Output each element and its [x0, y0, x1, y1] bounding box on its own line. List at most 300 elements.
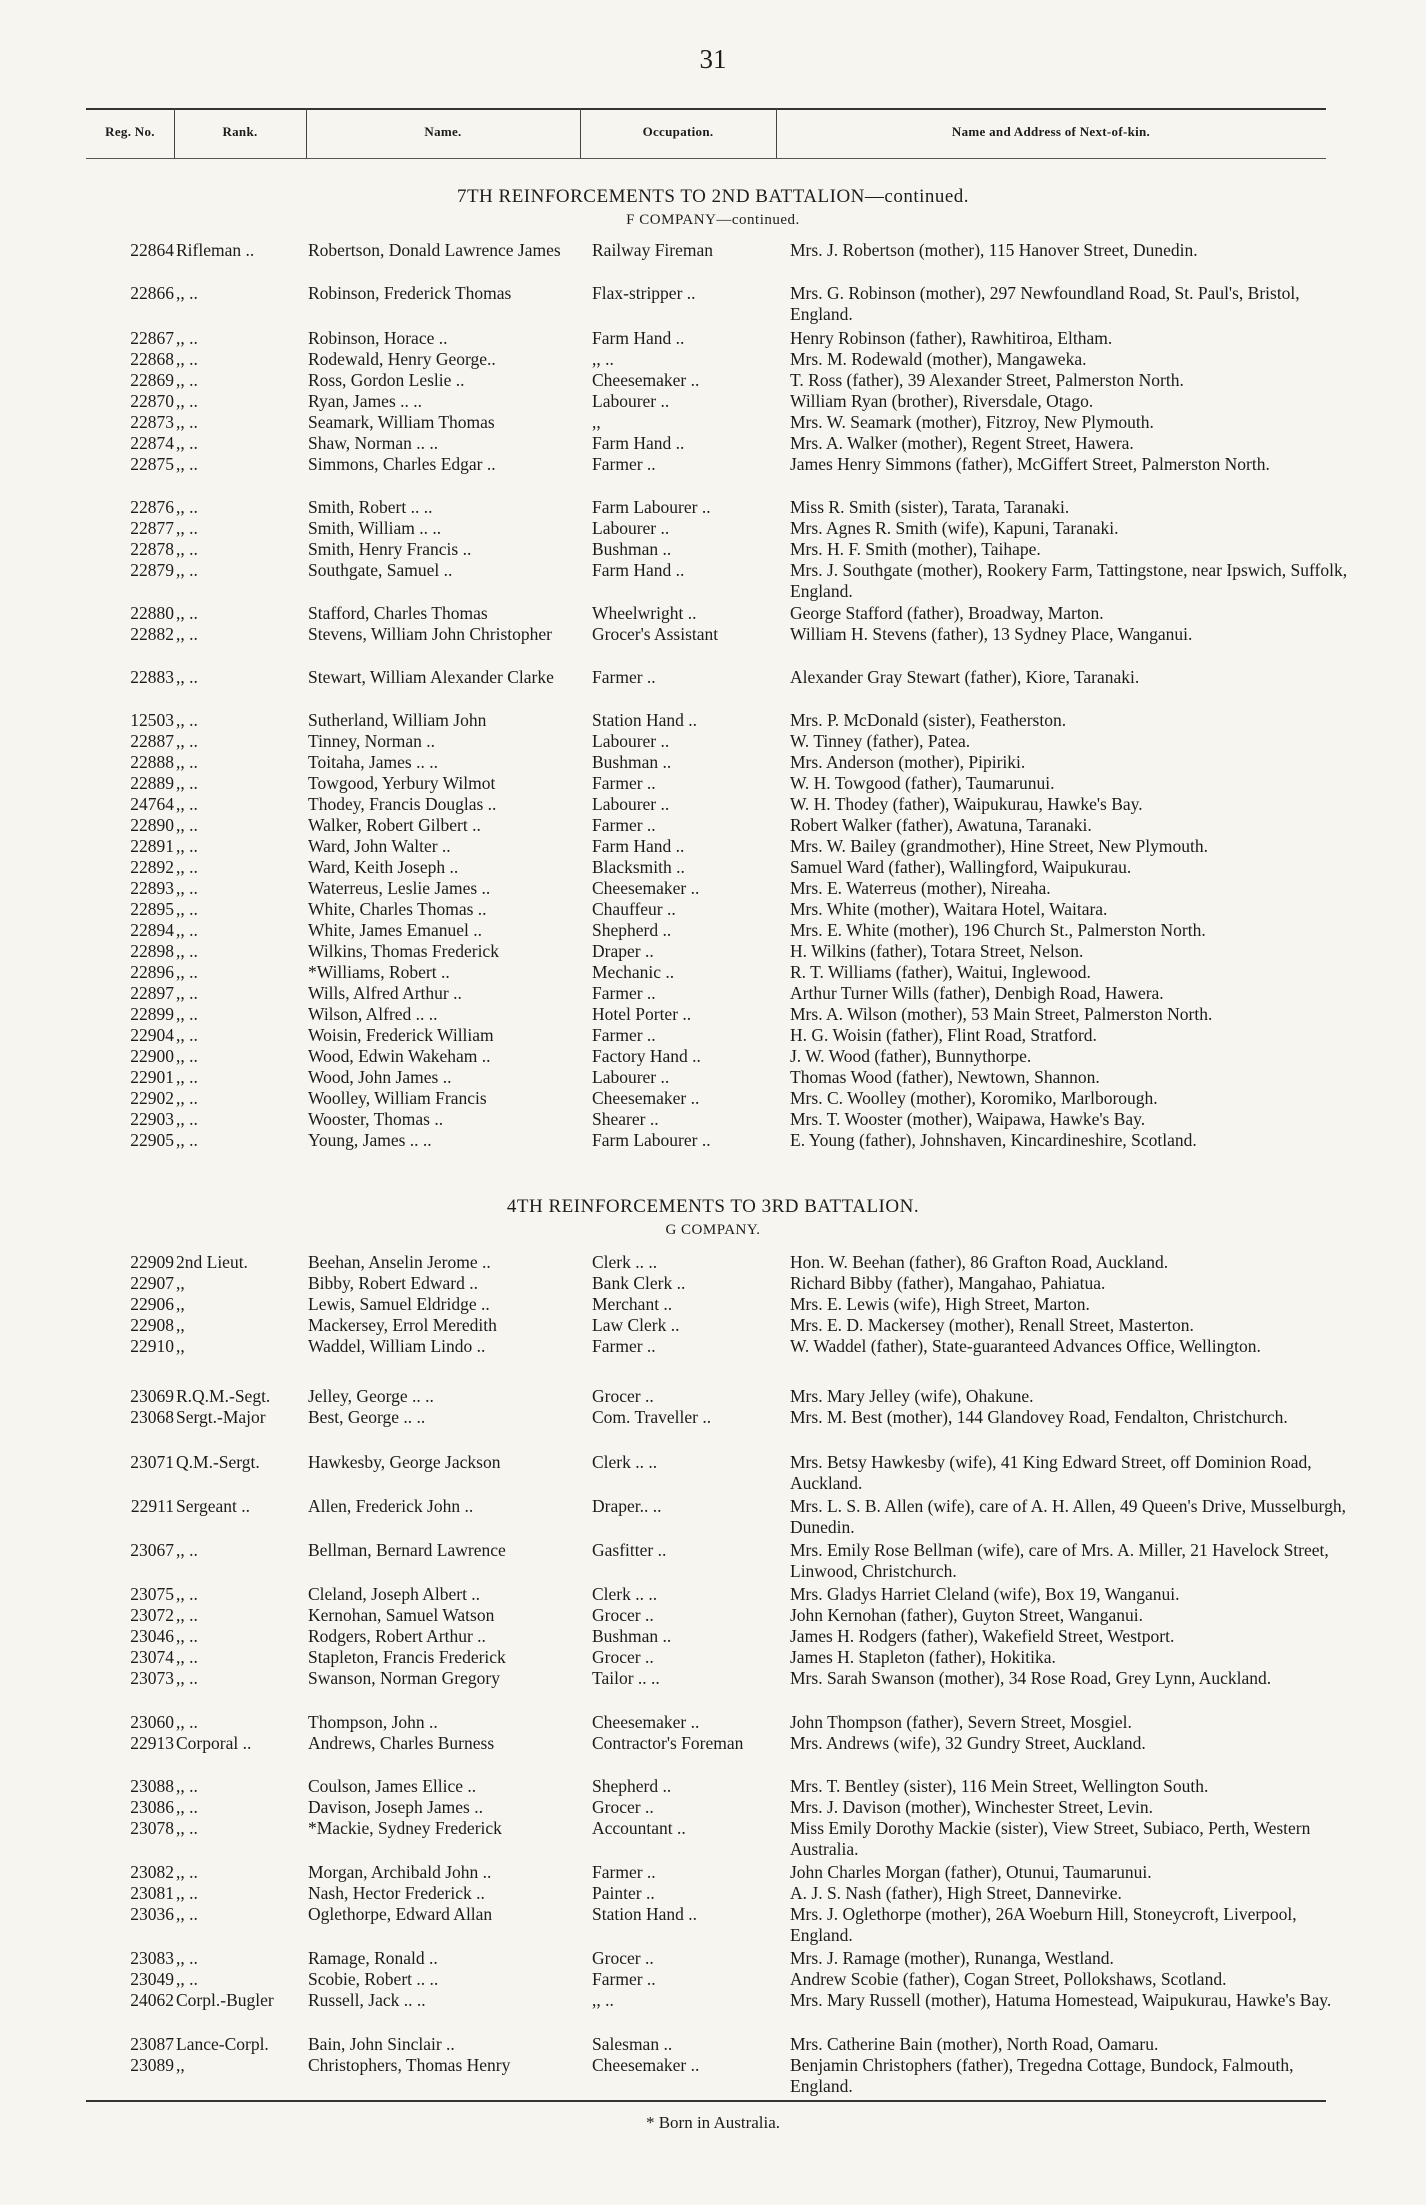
- occupation: Grocer ..: [592, 1386, 654, 1406]
- reg-no: 23049: [130, 1969, 174, 1989]
- next-of-kin: A. J. S. Nash (father), High Street, Dannevirke.: [790, 1883, 1122, 1903]
- soldier-name: Lewis, Samuel Eldridge ..: [308, 1294, 490, 1314]
- soldier-name: Rodewald, Henry George..: [308, 349, 496, 369]
- occupation: Labourer ..: [592, 391, 670, 411]
- soldier-name: Seamark, William Thomas: [308, 412, 495, 432]
- soldier-name: Woisin, Frederick William: [308, 1025, 494, 1045]
- rank: ,, ..: [176, 518, 198, 538]
- reg-no: 22905: [130, 1130, 174, 1150]
- header-top-rule: [86, 108, 1326, 110]
- next-of-kin: Mrs. Sarah Swanson (mother), 34 Rose Road, Grey Lynn, Auckland.: [790, 1668, 1272, 1688]
- next-of-kin: Mrs. Agnes R. Smith (wife), Kapuni, Taranaki.: [790, 518, 1119, 538]
- next-of-kin: William H. Stevens (father), 13 Sydney Place, Wanganui.: [790, 624, 1193, 644]
- next-of-kin: E. Young (father), Johnshaven, Kincardineshire, Scotland.: [790, 1130, 1197, 1150]
- soldier-name: Bellman, Bernard Lawrence: [308, 1540, 506, 1560]
- occupation: Shepherd ..: [592, 1776, 672, 1796]
- soldier-name: Woolley, William Francis: [308, 1088, 487, 1108]
- occupation: Farmer ..: [592, 1969, 656, 1989]
- soldier-name: Stapleton, Francis Frederick: [308, 1647, 506, 1667]
- next-of-kin: Mrs. H. F. Smith (mother), Taihape.: [790, 539, 1041, 559]
- soldier-name: Wills, Alfred Arthur ..: [308, 983, 462, 1003]
- next-of-kin: Mrs. J. Oglethorpe (mother), 26A Woeburn Hill, Stoneycroft, Liverpool, England.: [790, 1904, 1297, 1945]
- occupation: Grocer's Assistant: [592, 624, 719, 644]
- rank: ,, ..: [176, 1540, 198, 1560]
- rank: ,, ..: [176, 794, 198, 814]
- section-subtitle: G COMPANY.: [665, 1222, 761, 1238]
- occupation: Station Hand ..: [592, 1904, 697, 1924]
- reg-no: 22880: [130, 603, 174, 623]
- next-of-kin: W. H. Thodey (father), Waipukurau, Hawke's Bay.: [790, 794, 1143, 814]
- occupation: Shepherd ..: [592, 920, 672, 940]
- next-of-kin: Benjamin Christophers (father), Tregedna Cottage, Bundock, Falmouth, England.: [790, 2055, 1294, 2096]
- header-kin: Name and Address of Next-of-kin.: [951, 124, 1151, 139]
- header-name: Name.: [424, 124, 462, 139]
- next-of-kin: Mrs. E. White (mother), 196 Church St., Palmerston North.: [790, 920, 1206, 940]
- soldier-name: Nash, Hector Frederick ..: [308, 1883, 485, 1903]
- occupation: Cheesemaker ..: [592, 2055, 700, 2075]
- occupation: Hotel Porter ..: [592, 1004, 692, 1024]
- occupation: Chauffeur ..: [592, 899, 676, 919]
- soldier-name: Ramage, Ronald ..: [308, 1948, 438, 1968]
- rank: ,, ..: [176, 1647, 198, 1667]
- reg-no: 22900: [130, 1046, 174, 1066]
- next-of-kin: John Kernohan (father), Guyton Street, Wanganui.: [790, 1605, 1144, 1625]
- next-of-kin: Mrs. E. Lewis (wife), High Street, Marton.: [790, 1294, 1090, 1314]
- reg-no: 22907: [130, 1273, 174, 1293]
- soldier-name: Sutherland, William John: [308, 710, 487, 730]
- rank: ,, ..: [176, 899, 198, 919]
- occupation: Bushman ..: [592, 752, 672, 772]
- next-of-kin: Mrs. Emily Rose Bellman (wife), care of Mrs. A. Miller, 21 Havelock Street, Linwood, Christchurch.: [790, 1540, 1329, 1581]
- reg-no: 22913: [130, 1733, 174, 1753]
- reg-no: 22911: [130, 1496, 174, 1516]
- soldier-name: Kernohan, Samuel Watson: [308, 1605, 495, 1625]
- soldier-name: Bain, John Sinclair ..: [308, 2034, 455, 2054]
- occupation: Com. Traveller ..: [592, 1407, 712, 1427]
- soldier-name: Toitaha, James .. ..: [308, 752, 438, 772]
- occupation: Accountant ..: [592, 1818, 686, 1838]
- reg-no: 23036: [130, 1904, 174, 1924]
- next-of-kin: Mrs. T. Bentley (sister), 116 Mein Street, Wellington South.: [790, 1776, 1209, 1796]
- reg-no: 22866: [130, 283, 174, 303]
- next-of-kin: Alexander Gray Stewart (father), Kiore, Taranaki.: [790, 667, 1140, 687]
- rank: ,, ..: [176, 1883, 198, 1903]
- header-bottom-rule: [86, 158, 1326, 159]
- reg-no: 22893: [130, 878, 174, 898]
- occupation: Flax-stripper ..: [592, 283, 696, 303]
- reg-no: 22882: [130, 624, 174, 644]
- reg-no: 23069: [130, 1386, 174, 1406]
- header-rank: Rank.: [222, 124, 258, 139]
- rank: ,, ..: [176, 1067, 198, 1087]
- reg-no: 22897: [130, 983, 174, 1003]
- occupation: Farmer ..: [592, 454, 656, 474]
- reg-no: 23068: [130, 1407, 174, 1427]
- reg-no: 22879: [130, 560, 174, 580]
- rank: ,, ..: [176, 857, 198, 877]
- soldier-name: Towgood, Yerbury Wilmot: [308, 773, 496, 793]
- rank: ,, ..: [176, 412, 198, 432]
- soldier-name: Walker, Robert Gilbert ..: [308, 815, 481, 835]
- rank: ,, ..: [176, 433, 198, 453]
- soldier-name: Ward, Keith Joseph ..: [308, 857, 459, 877]
- soldier-name: Wilson, Alfred .. ..: [308, 1004, 438, 1024]
- reg-no: 22903: [130, 1109, 174, 1129]
- rank: Corporal ..: [176, 1733, 252, 1753]
- section-title: 4TH REINFORCEMENTS TO 3RD BATTALION.: [506, 1196, 920, 1217]
- rank: ,, ..: [176, 1088, 198, 1108]
- reg-no: 22888: [130, 752, 174, 772]
- reg-no: 22899: [130, 1004, 174, 1024]
- next-of-kin: Mrs. Mary Russell (mother), Hatuma Homestead, Waipukurau, Hawke's Bay.: [790, 1990, 1332, 2010]
- occupation: Labourer ..: [592, 1067, 670, 1087]
- next-of-kin: Hon. W. Beehan (father), 86 Grafton Road, Auckland.: [790, 1252, 1169, 1272]
- reg-no: 23075: [130, 1584, 174, 1604]
- reg-no: 22895: [130, 899, 174, 919]
- page-number: 31: [699, 44, 727, 74]
- reg-no: 22877: [130, 518, 174, 538]
- rank: ,, ..: [176, 454, 198, 474]
- reg-no: 23060: [130, 1712, 174, 1732]
- occupation: Merchant ..: [592, 1294, 673, 1314]
- reg-no: 23072: [130, 1605, 174, 1625]
- next-of-kin: Arthur Turner Wills (father), Denbigh Road, Hawera.: [790, 983, 1164, 1003]
- soldier-name: Andrews, Charles Burness: [308, 1733, 495, 1753]
- footnote: * Born in Australia.: [645, 2113, 781, 2132]
- occupation: Grocer ..: [592, 1948, 654, 1968]
- next-of-kin: Mrs. G. Robinson (mother), 297 Newfoundland Road, St. Paul's, Bristol, England.: [790, 283, 1300, 324]
- next-of-kin: Mrs. Anderson (mother), Pipiriki.: [790, 752, 1026, 772]
- occupation: Labourer ..: [592, 518, 670, 538]
- rank: ,, ..: [176, 349, 198, 369]
- rank: ,, ..: [176, 1776, 198, 1796]
- soldier-name: Wilkins, Thomas Frederick: [308, 941, 499, 961]
- occupation: Farmer ..: [592, 815, 656, 835]
- rank: ,, ..: [176, 1948, 198, 1968]
- rank: Q.M.-Sergt.: [176, 1452, 260, 1472]
- rank: ,,: [176, 1294, 185, 1314]
- rank: ,, ..: [176, 391, 198, 411]
- next-of-kin: John Charles Morgan (father), Otunui, Taumarunui.: [790, 1862, 1152, 1882]
- soldier-name: Davison, Joseph James ..: [308, 1797, 483, 1817]
- section-subtitle: F COMPANY—continued.: [626, 212, 800, 228]
- next-of-kin: T. Ross (father), 39 Alexander Street, Palmerston North.: [790, 370, 1184, 390]
- reg-no: 22892: [130, 857, 174, 877]
- next-of-kin: John Thompson (father), Severn Street, Mosgiel.: [790, 1712, 1132, 1732]
- occupation: Contractor's Foreman: [592, 1733, 744, 1753]
- occupation: Cheesemaker ..: [592, 878, 700, 898]
- soldier-name: Robinson, Horace ..: [308, 328, 448, 348]
- rank: ,, ..: [176, 773, 198, 793]
- reg-no: 22878: [130, 539, 174, 559]
- occupation: Grocer ..: [592, 1647, 654, 1667]
- rank: Rifleman ..: [176, 240, 255, 260]
- soldier-name: Jelley, George .. ..: [308, 1386, 434, 1406]
- soldier-name: Tinney, Norman ..: [308, 731, 436, 751]
- reg-no: 23067: [130, 1540, 174, 1560]
- rank: ,,: [176, 1336, 185, 1356]
- next-of-kin: W. Waddel (father), State-guaranteed Advances Office, Wellington.: [790, 1336, 1261, 1356]
- occupation: Factory Hand ..: [592, 1046, 701, 1066]
- soldier-name: Scobie, Robert .. ..: [308, 1969, 439, 1989]
- rank: ,, ..: [176, 1969, 198, 1989]
- reg-no: 22869: [130, 370, 174, 390]
- occupation: Cheesemaker ..: [592, 1712, 700, 1732]
- rank: ,, ..: [176, 1626, 198, 1646]
- next-of-kin: Mrs. L. S. B. Allen (wife), care of A. H. Allen, 49 Queen's Drive, Musselburgh, Dunedin.: [790, 1496, 1346, 1537]
- rank: Sergeant ..: [176, 1496, 251, 1516]
- reg-no: 22864: [130, 240, 174, 260]
- next-of-kin: Miss Emily Dorothy Mackie (sister), View Street, Subiaco, Perth, Western Australia.: [790, 1818, 1311, 1859]
- occupation: Cheesemaker ..: [592, 370, 700, 390]
- rank: ,, ..: [176, 1818, 198, 1838]
- next-of-kin: Mrs. Mary Jelley (wife), Ohakune.: [790, 1386, 1034, 1406]
- occupation: Farmer ..: [592, 773, 656, 793]
- rank: ,, ..: [176, 1130, 198, 1150]
- reg-no: 22910: [130, 1336, 174, 1356]
- next-of-kin: Mrs. P. McDonald (sister), Featherston.: [790, 710, 1067, 730]
- rank: ,, ..: [176, 560, 198, 580]
- next-of-kin: George Stafford (father), Broadway, Marton.: [790, 603, 1104, 623]
- soldier-name: Christophers, Thomas Henry: [308, 2055, 511, 2075]
- occupation: Clerk .. ..: [592, 1252, 658, 1272]
- soldier-name: Smith, William .. ..: [308, 518, 442, 538]
- soldier-name: White, Charles Thomas ..: [308, 899, 487, 919]
- rank: ,, ..: [176, 667, 198, 687]
- soldier-name: Wooster, Thomas ..: [308, 1109, 444, 1129]
- occupation: Farmer ..: [592, 1336, 656, 1356]
- soldier-name: Thompson, John ..: [308, 1712, 438, 1732]
- soldier-name: Wood, John James ..: [308, 1067, 452, 1087]
- rank: ,, ..: [176, 1605, 198, 1625]
- rank: Lance-Corpl.: [176, 2034, 269, 2054]
- next-of-kin: J. W. Wood (father), Bunnythorpe.: [790, 1046, 1032, 1066]
- next-of-kin: Mrs. J. Robertson (mother), 115 Hanover Street, Dunedin.: [790, 240, 1198, 260]
- next-of-kin: Richard Bibby (father), Mangahao, Pahiatua.: [790, 1273, 1106, 1293]
- next-of-kin: Thomas Wood (father), Newtown, Shannon.: [790, 1067, 1100, 1087]
- occupation: Farmer ..: [592, 983, 656, 1003]
- next-of-kin: W. H. Towgood (father), Taumarunui.: [790, 773, 1055, 793]
- soldier-name: Mackersey, Errol Meredith: [308, 1315, 497, 1335]
- soldier-name: Smith, Robert .. ..: [308, 497, 433, 517]
- occupation: Wheelwright ..: [592, 603, 697, 623]
- soldier-name: White, James Emanuel ..: [308, 920, 482, 940]
- soldier-name: Robinson, Frederick Thomas: [308, 283, 512, 303]
- next-of-kin: Mrs. M. Rodewald (mother), Mangaweka.: [790, 349, 1087, 369]
- rank: ,, ..: [176, 983, 198, 1003]
- rank: ,, ..: [176, 815, 198, 835]
- section-title: 7TH REINFORCEMENTS TO 2ND BATTALION—continued.: [456, 186, 970, 207]
- reg-no: 22867: [130, 328, 174, 348]
- occupation: Draper ..: [592, 941, 654, 961]
- reg-no: 23073: [130, 1668, 174, 1688]
- reg-no: 22909: [130, 1252, 174, 1272]
- reg-no: 23046: [130, 1626, 174, 1646]
- soldier-name: Cleland, Joseph Albert ..: [308, 1584, 481, 1604]
- rank: ,, ..: [176, 1046, 198, 1066]
- soldier-name: Waddel, William Lindo ..: [308, 1336, 486, 1356]
- soldier-name: Waterreus, Leslie James ..: [308, 878, 491, 898]
- rank: 2nd Lieut.: [176, 1252, 248, 1272]
- rank: ,, ..: [176, 283, 198, 303]
- rank: ,, ..: [176, 1668, 198, 1688]
- next-of-kin: Mrs. Gladys Harriet Cleland (wife), Box 19, Wanganui.: [790, 1584, 1180, 1604]
- soldier-name: Wood, Edwin Wakeham ..: [308, 1046, 491, 1066]
- occupation: Grocer ..: [592, 1605, 654, 1625]
- rank: Corpl.-Bugler: [176, 1990, 274, 2010]
- rank: ,, ..: [176, 497, 198, 517]
- reg-no: 22870: [130, 391, 174, 411]
- rank: ,, ..: [176, 752, 198, 772]
- next-of-kin: Mrs. Catherine Bain (mother), North Road, Oamaru.: [790, 2034, 1159, 2054]
- occupation: ,,: [592, 412, 601, 432]
- rank: ,, ..: [176, 1862, 198, 1882]
- reg-no: 22906: [130, 1294, 174, 1314]
- next-of-kin: W. Tinney (father), Patea.: [790, 731, 971, 751]
- next-of-kin: Mrs. M. Best (mother), 144 Glandovey Road, Fendalton, Christchurch.: [790, 1407, 1288, 1427]
- rank: Sergt.-Major: [176, 1407, 266, 1427]
- reg-no: 22887: [130, 731, 174, 751]
- next-of-kin: Mrs. J. Ramage (mother), Runanga, Westland.: [790, 1948, 1114, 1968]
- reg-no: 23083: [130, 1948, 174, 1968]
- next-of-kin: Mrs. J. Southgate (mother), Rookery Farm, Tattingstone, near Ipswich, Suffolk, England.: [790, 560, 1348, 601]
- soldier-name: Allen, Frederick John ..: [308, 1496, 474, 1516]
- reg-no: 22889: [130, 773, 174, 793]
- occupation: ,, ..: [592, 349, 614, 369]
- occupation: Farm Hand ..: [592, 328, 685, 348]
- rank: ,, ..: [176, 1712, 198, 1732]
- reg-no: 23074: [130, 1647, 174, 1667]
- occupation: Farm Hand ..: [592, 433, 685, 453]
- reg-no: 23071: [130, 1452, 174, 1472]
- footer-rule: [86, 2100, 1326, 2102]
- next-of-kin: James H. Stapleton (father), Hokitika.: [790, 1647, 1056, 1667]
- occupation: Farm Hand ..: [592, 836, 685, 856]
- reg-no: 23087: [130, 2034, 174, 2054]
- reg-no: 23078: [130, 1818, 174, 1838]
- reg-no: 22904: [130, 1025, 174, 1045]
- occupation: Mechanic ..: [592, 962, 675, 982]
- next-of-kin: Mrs. Andrews (wife), 32 Gundry Street, Auckland.: [790, 1733, 1146, 1753]
- reg-no: 23086: [130, 1797, 174, 1817]
- next-of-kin: William Ryan (brother), Riversdale, Otago.: [790, 391, 1094, 411]
- reg-no: 22873: [130, 412, 174, 432]
- rank: ,, ..: [176, 1904, 198, 1924]
- occupation: Cheesemaker ..: [592, 1088, 700, 1108]
- occupation: Farmer ..: [592, 1862, 656, 1882]
- next-of-kin: Mrs. E. Waterreus (mother), Nireaha.: [790, 878, 1051, 898]
- rank: R.Q.M.-Segt.: [176, 1386, 271, 1406]
- rank: ,, ..: [176, 962, 198, 982]
- soldier-name: Coulson, James Ellice ..: [308, 1776, 477, 1796]
- soldier-name: Ward, John Walter ..: [308, 836, 451, 856]
- soldier-name: *Williams, Robert ..: [308, 962, 450, 982]
- occupation: Tailor .. ..: [592, 1668, 660, 1688]
- next-of-kin: R. T. Williams (father), Waitui, Inglewood.: [790, 962, 1091, 982]
- occupation: Railway Fireman: [592, 240, 714, 260]
- reg-no: 22883: [130, 667, 174, 687]
- occupation: Farm Labourer ..: [592, 1130, 711, 1150]
- rank: ,, ..: [176, 1797, 198, 1817]
- occupation: Clerk .. ..: [592, 1452, 658, 1472]
- occupation: Bank Clerk ..: [592, 1273, 686, 1293]
- soldier-name: Best, George .. ..: [308, 1407, 426, 1427]
- rank: ,, ..: [176, 941, 198, 961]
- rank: ,,: [176, 1315, 185, 1335]
- soldier-name: Hawkesby, George Jackson: [308, 1452, 501, 1472]
- occupation: Labourer ..: [592, 731, 670, 751]
- soldier-name: Simmons, Charles Edgar ..: [308, 454, 496, 474]
- reg-no: 23089: [130, 2055, 174, 2075]
- occupation: Clerk .. ..: [592, 1584, 658, 1604]
- next-of-kin: H. Wilkins (father), Totara Street, Nelson.: [790, 941, 1084, 961]
- rank: ,,: [176, 2055, 185, 2075]
- soldier-name: Stevens, William John Christopher: [308, 624, 552, 644]
- occupation: Law Clerk ..: [592, 1315, 680, 1335]
- occupation: Labourer ..: [592, 794, 670, 814]
- soldier-name: Swanson, Norman Gregory: [308, 1668, 500, 1688]
- soldier-name: Beehan, Anselin Jerome ..: [308, 1252, 491, 1272]
- reg-no: 22901: [130, 1067, 174, 1087]
- soldier-name: Thodey, Francis Douglas ..: [308, 794, 497, 814]
- header-reg: Reg. No.: [105, 124, 155, 139]
- soldier-name: Ross, Gordon Leslie ..: [308, 370, 465, 390]
- next-of-kin: H. G. Woisin (father), Flint Road, Stratford.: [790, 1025, 1097, 1045]
- next-of-kin: Mrs. W. Bailey (grandmother), Hine Street, New Plymouth.: [790, 836, 1208, 856]
- soldier-name: Bibby, Robert Edward ..: [308, 1273, 478, 1293]
- next-of-kin: Mrs. A. Walker (mother), Regent Street, Hawera.: [790, 433, 1134, 453]
- reg-no: 24764: [130, 794, 174, 814]
- reg-no: 22890: [130, 815, 174, 835]
- soldier-name: Robertson, Donald Lawrence James: [308, 240, 561, 260]
- next-of-kin: Mrs. White (mother), Waitara Hotel, Waitara.: [790, 899, 1108, 919]
- next-of-kin: Miss R. Smith (sister), Tarata, Taranaki.: [790, 497, 1070, 517]
- rank: ,, ..: [176, 710, 198, 730]
- occupation: Salesman ..: [592, 2034, 673, 2054]
- soldier-name: Oglethorpe, Edward Allan: [308, 1904, 493, 1924]
- reg-no: 22868: [130, 349, 174, 369]
- reg-no: 22898: [130, 941, 174, 961]
- soldier-name: *Mackie, Sydney Frederick: [308, 1818, 502, 1838]
- rank: ,, ..: [176, 920, 198, 940]
- rank: ,, ..: [176, 1004, 198, 1024]
- occupation: Station Hand ..: [592, 710, 697, 730]
- rank: ,, ..: [176, 603, 198, 623]
- rank: ,, ..: [176, 624, 198, 644]
- next-of-kin: Mrs. Betsy Hawkesby (wife), 41 King Edward Street, off Dominion Road, Auckland.: [790, 1452, 1312, 1493]
- occupation: Gasfitter ..: [592, 1540, 667, 1560]
- soldier-name: Young, James .. ..: [308, 1130, 432, 1150]
- next-of-kin: Mrs. J. Davison (mother), Winchester Street, Levin.: [790, 1797, 1153, 1817]
- soldier-name: Rodgers, Robert Arthur ..: [308, 1626, 486, 1646]
- header-occupation: Occupation.: [642, 124, 714, 139]
- rank: ,, ..: [176, 1584, 198, 1604]
- occupation: Bushman ..: [592, 539, 672, 559]
- next-of-kin: Henry Robinson (father), Rawhitiroa, Eltham.: [790, 328, 1113, 348]
- next-of-kin: Mrs. T. Wooster (mother), Waipawa, Hawke's Bay.: [790, 1109, 1146, 1129]
- reg-no: 22896: [130, 962, 174, 982]
- rank: ,, ..: [176, 731, 198, 751]
- reg-no: 12503: [130, 710, 174, 730]
- next-of-kin: James H. Rodgers (father), Wakefield Street, Westport.: [790, 1626, 1175, 1646]
- next-of-kin: Robert Walker (father), Awatuna, Taranaki.: [790, 815, 1092, 835]
- rank: ,, ..: [176, 370, 198, 390]
- next-of-kin: Mrs. C. Woolley (mother), Koromiko, Marlborough.: [790, 1088, 1158, 1108]
- soldier-name: Southgate, Samuel ..: [308, 560, 453, 580]
- occupation: Farm Labourer ..: [592, 497, 711, 517]
- reg-no: 23081: [130, 1883, 174, 1903]
- next-of-kin: James Henry Simmons (father), McGiffert Street, Palmerston North.: [790, 454, 1270, 474]
